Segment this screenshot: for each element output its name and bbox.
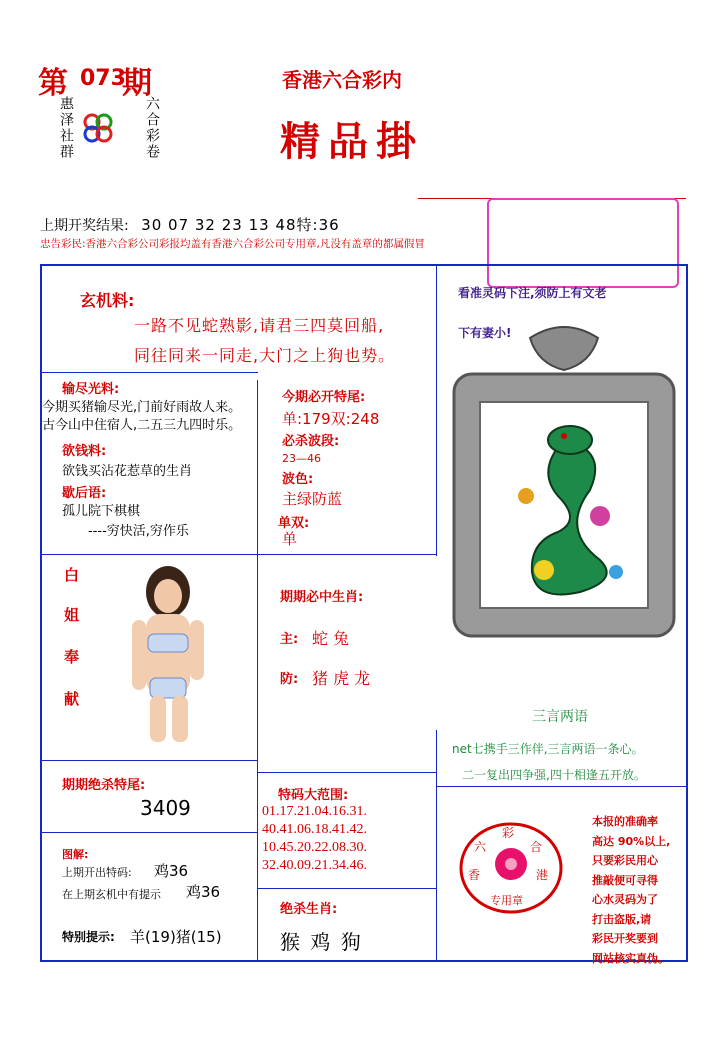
hint-line1: 看准灵码下注,须防上有文老 — [458, 286, 607, 300]
seal-bottom-left: 香 — [468, 868, 481, 882]
diagram-row2-value: 鸡36 — [186, 883, 221, 901]
sayings-title: 三言两语 — [532, 709, 588, 725]
header-title: 香港六合彩内 — [282, 68, 402, 92]
special-value: 羊(19)猪(15) — [130, 928, 222, 946]
accuracy-line: 高达 90%以上, — [592, 834, 671, 848]
divider — [40, 554, 258, 555]
range-row: 32.40.09.21.34.46. — [262, 858, 367, 873]
must-tail-label: 今期必开特尾: — [282, 390, 366, 405]
last-result-label: 上期开奖结果: — [40, 218, 129, 234]
notice-text: 忠告彩民:香港六合彩公司彩报均盖有香港六合彩公司专用章,凡没有盖章的都属假冒 — [40, 238, 425, 250]
saying-label: 歇后语: — [62, 486, 107, 501]
saying-line1: 孤儿院下棋棋 — [62, 504, 141, 519]
seal-left: 六 — [474, 840, 487, 854]
lose-all-line2: 古今山中住宿人,二五三九四时乐。 — [42, 418, 242, 433]
last-result — [40, 214, 340, 235]
mystery-line1: 一路不见蛇熟影,请君三四莫回船, — [134, 316, 385, 335]
kill-wave-value: 23—46 — [282, 452, 321, 465]
sayings-line1: net七携手三作伴,三言两语一条心。 — [452, 742, 644, 756]
range-row: 40.41.06.18.41.42. — [262, 822, 367, 837]
divider — [40, 832, 258, 833]
kill-tail-value: 3409 — [140, 796, 191, 820]
diagram-row1-label: 上期开出特码: — [62, 866, 132, 879]
diagram-row1-value: 鸡36 — [154, 862, 189, 880]
issue-number: 073 — [80, 66, 126, 91]
accuracy-line: 网站核实真伪。 — [592, 951, 669, 965]
accuracy-line: 只要彩民用心 — [592, 854, 658, 867]
range-row: 10.45.20.22.08.30. — [262, 840, 367, 855]
must-zodiac-guard-label: 防: — [280, 672, 299, 687]
saying-line2: ----穷快活,穷作乐 — [88, 524, 189, 539]
snake-frame-image — [440, 320, 688, 650]
must-tail-value: 单:179双:248 — [282, 410, 380, 428]
odd-even-label: 单双: — [278, 516, 310, 531]
kill-wave-label: 必杀波段: — [282, 434, 340, 449]
gift-char: 白 — [64, 566, 80, 584]
wish-label: 欲钱料: — [62, 444, 107, 459]
gift-char: 姐 — [64, 606, 80, 624]
accuracy-line: 推敲便可寻得 — [592, 873, 658, 887]
must-zodiac-guard-value: 猪 虎 龙 — [312, 669, 371, 688]
divider — [40, 372, 258, 373]
divider — [40, 760, 258, 761]
divider — [257, 772, 437, 773]
lose-all-label: 输尽光料: — [62, 382, 120, 397]
divider — [257, 380, 258, 960]
issue-prefix: 第 — [38, 66, 68, 101]
divider — [437, 786, 687, 787]
must-zodiac-main-value: 蛇 兔 — [312, 629, 350, 648]
range-label: 特码大范围: — [278, 788, 349, 803]
issue-suffix: 期 — [122, 66, 152, 101]
gift-char: 奉 — [64, 648, 80, 666]
wish-text: 欲钱买沾花惹草的生肖 — [62, 464, 193, 479]
must-zodiac-label: 期期必中生肖: — [280, 590, 364, 605]
odd-even-value: 单 — [282, 530, 298, 548]
divider — [436, 266, 437, 556]
seal-bottom: 专用章 — [490, 894, 523, 907]
header-subtitle: 精品掛 — [280, 118, 424, 165]
wave-color-label: 波色: — [282, 472, 314, 487]
accuracy-line: 心水灵码为了 — [592, 893, 658, 906]
diagram-label: 图解: — [62, 848, 89, 861]
brand-right-text: 六合彩卷 — [144, 96, 160, 160]
last-result-value: 30 07 32 23 13 48特:36 — [141, 216, 340, 234]
accuracy-line: 打击盗版,请 — [592, 912, 652, 926]
seal-right: 合 — [530, 840, 543, 854]
lose-all-line1: 今期买猪输尽光,门前好雨故人来。 — [42, 400, 242, 415]
special-label: 特别提示: — [62, 930, 115, 944]
mystery-label: 玄机料: — [80, 291, 135, 310]
sayings-line2: 二一复出四争强,四十相逢五开放。 — [462, 768, 646, 782]
mystery-line2: 同往同来一同走,大门之上狗也势。 — [134, 346, 396, 365]
divider — [436, 730, 437, 960]
range-row: 01.17.21.04.16.31. — [262, 804, 367, 819]
divider — [257, 888, 437, 889]
lottery-logo-icon — [78, 108, 118, 148]
accuracy-line: 本报的准确率 — [592, 815, 658, 828]
gift-char: 献 — [64, 690, 80, 708]
hint-line2: 下有妻小! — [458, 326, 512, 340]
kill-tail-label: 期期绝杀特尾: — [62, 778, 146, 793]
must-zodiac-main-label: 主: — [280, 632, 299, 647]
seal-bottom-right: 港 — [536, 868, 549, 882]
model-photo-image — [122, 560, 214, 744]
divider — [257, 554, 437, 555]
kill-zodiac-label: 绝杀生肖: — [280, 902, 338, 917]
brand-left-text: 惠泽社群 — [58, 96, 74, 160]
seal-top: 彩 — [502, 826, 515, 840]
diagram-row2-label: 在上期玄机中有提示 — [62, 888, 161, 901]
accuracy-line: 彩民开奖要到 — [592, 932, 658, 945]
kill-zodiac-value: 猴 鸡 狗 — [280, 930, 363, 954]
wave-color-value: 主绿防蓝 — [282, 490, 343, 508]
accuracy-text — [592, 812, 686, 968]
